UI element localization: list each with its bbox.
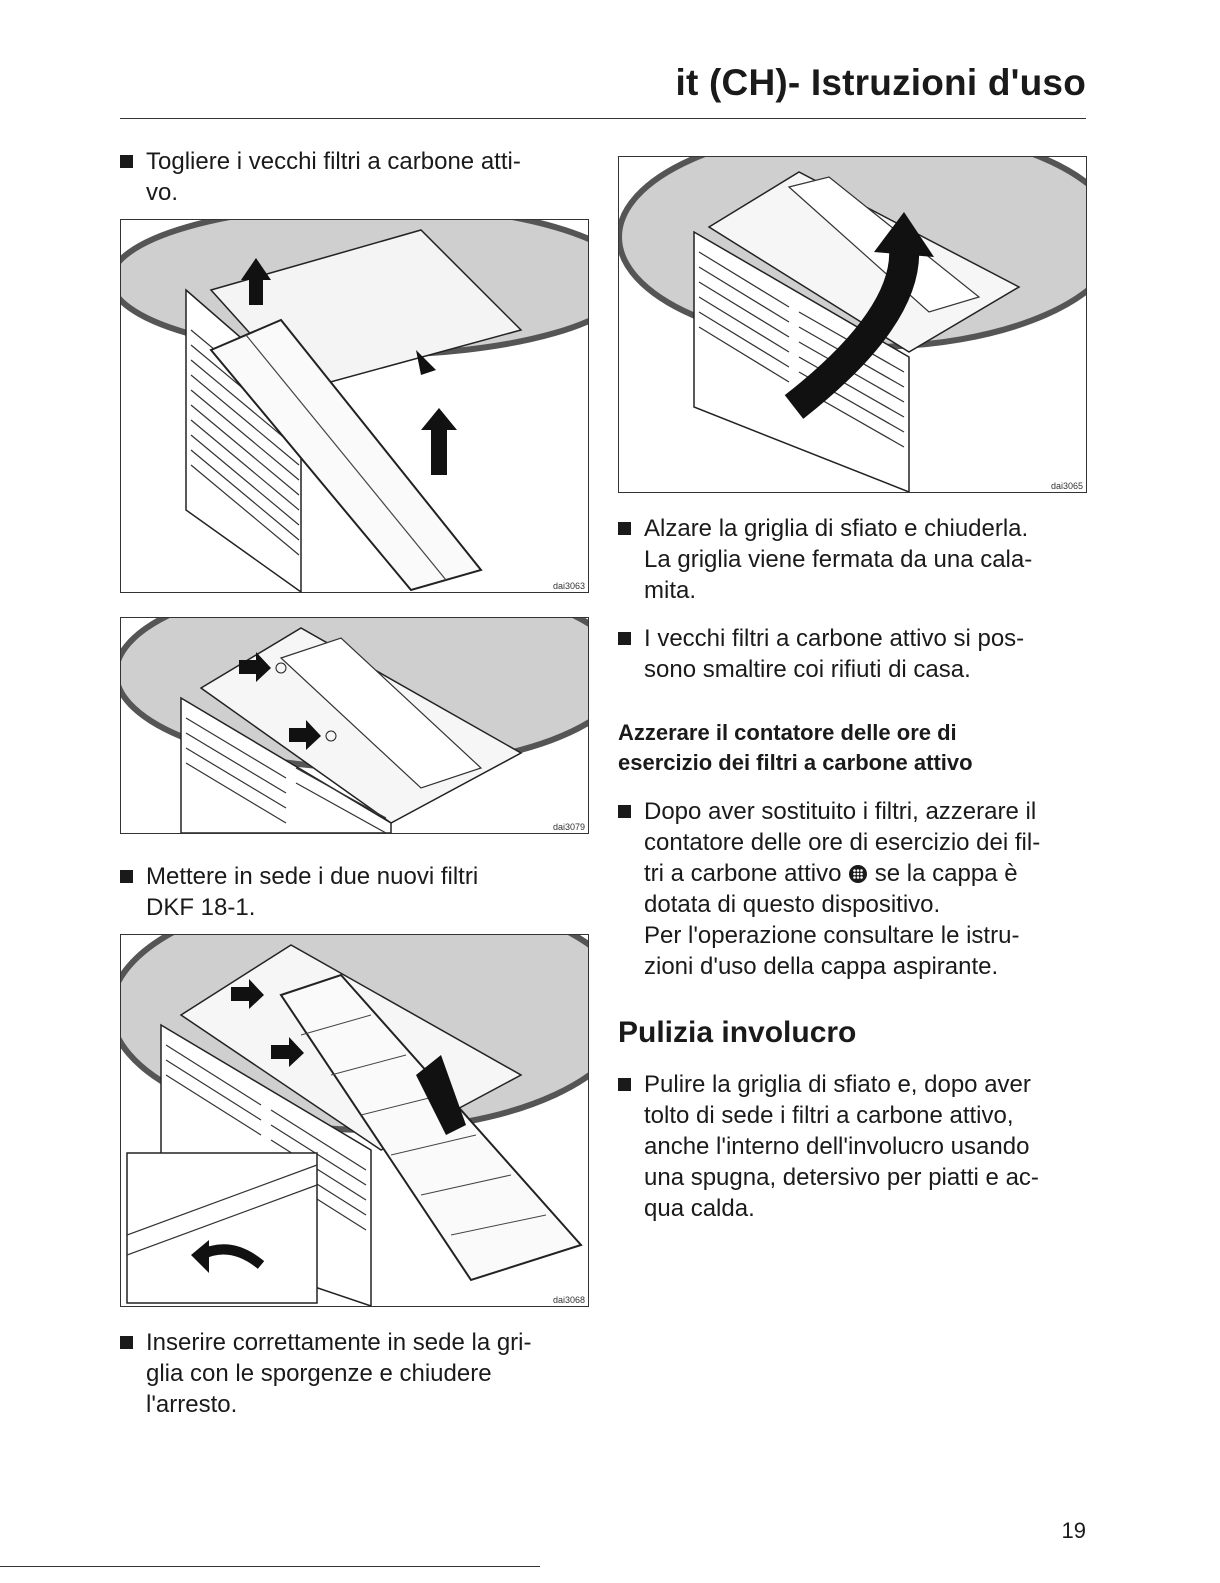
hood-illustration-position	[121, 618, 588, 833]
hood-illustration-close	[619, 157, 1086, 492]
square-bullet-icon	[618, 522, 631, 535]
square-bullet-icon	[618, 1078, 631, 1091]
step-line: contatore delle ore di esercizio dei fil-	[644, 829, 1041, 856]
step-dispose-filters	[618, 623, 1114, 685]
step-line: dotata di questo dispositivo.	[644, 891, 941, 918]
step-line: anche l'interno dell'involucro usando	[644, 1133, 1030, 1160]
step-line: zioni d'uso della cappa aspirante.	[644, 953, 999, 980]
step-line: DKF 18-1.	[146, 894, 256, 921]
step-text: tri a carbone attivo	[644, 860, 842, 887]
figure-code: dai3063	[552, 581, 585, 591]
figure-close-grille	[618, 156, 1087, 493]
step-line: Dopo aver sostituito i filtri, azzerare il	[644, 798, 1037, 825]
subheading-reset-counter	[618, 718, 1088, 778]
step-line: una spugna, detersivo per piatti e ac-	[644, 1164, 1039, 1191]
step-line: mita.	[644, 577, 697, 604]
step-line: vo.	[146, 179, 179, 206]
step-line: l'arresto.	[146, 1391, 238, 1418]
step-line: tolto di sede i filtri a carbone attivo,	[644, 1102, 1014, 1129]
step-line: qua calda.	[644, 1195, 755, 1222]
figure-remove-filters	[120, 219, 589, 593]
header-title: it (CH)- Istruzioni d'uso	[675, 62, 1086, 103]
step-line: Pulire la griglia di sfiato e, dopo aver	[644, 1071, 1031, 1098]
step-line: I vecchi filtri a carbone attivo si pos-	[644, 625, 1025, 652]
section-heading-cleaning: Pulizia involucro	[618, 1016, 857, 1049]
figure-code: dai3065	[1050, 481, 1083, 491]
step-line: glia con le sporgenze e chiudere	[146, 1360, 492, 1387]
step-insert-grille	[120, 1327, 586, 1420]
step-line: Mettere in sede i due nuovi filtri	[146, 863, 479, 890]
square-bullet-icon	[618, 632, 631, 645]
step-line: Inserire correttamente in sede la gri-	[146, 1329, 532, 1356]
square-bullet-icon	[120, 870, 133, 883]
step-line	[644, 858, 1114, 889]
step-line: Alzare la griglia di sfiato e chiuderla.	[644, 515, 1029, 542]
footer-rule	[0, 1566, 540, 1567]
step-close-grille	[618, 513, 1114, 606]
figure-filter-position	[120, 617, 589, 834]
subheading-line: esercizio dei filtri a carbone attivo	[618, 750, 973, 775]
figure-code: dai3068	[552, 1295, 585, 1305]
hood-illustration-insert	[121, 935, 588, 1306]
square-bullet-icon	[120, 1336, 133, 1349]
step-line: Per l'operazione consultare le istru-	[644, 922, 1020, 949]
page-header	[120, 60, 1086, 119]
step-text: se la cappa è	[874, 860, 1018, 887]
square-bullet-icon	[120, 155, 133, 168]
figure-insert-filters	[120, 934, 589, 1307]
subheading-line: Azzerare il contatore delle ore di	[618, 720, 957, 745]
figure-code: dai3079	[552, 822, 585, 832]
step-line: Togliere i vecchi filtri a carbone atti-	[146, 148, 521, 175]
step-insert-new-filters	[120, 861, 586, 923]
step-reset-counter	[618, 796, 1114, 982]
step-line: La griglia viene fermata da una cala-	[644, 546, 1033, 573]
carbon-filter-indicator-icon	[848, 864, 868, 884]
step-line: sono smaltire coi rifiuti di casa.	[644, 656, 971, 683]
step-clean-housing	[618, 1069, 1114, 1224]
hood-illustration-remove	[121, 220, 588, 592]
page-number: 19	[1061, 1518, 1086, 1543]
square-bullet-icon	[618, 805, 631, 818]
step-remove-old-filters	[120, 146, 586, 208]
